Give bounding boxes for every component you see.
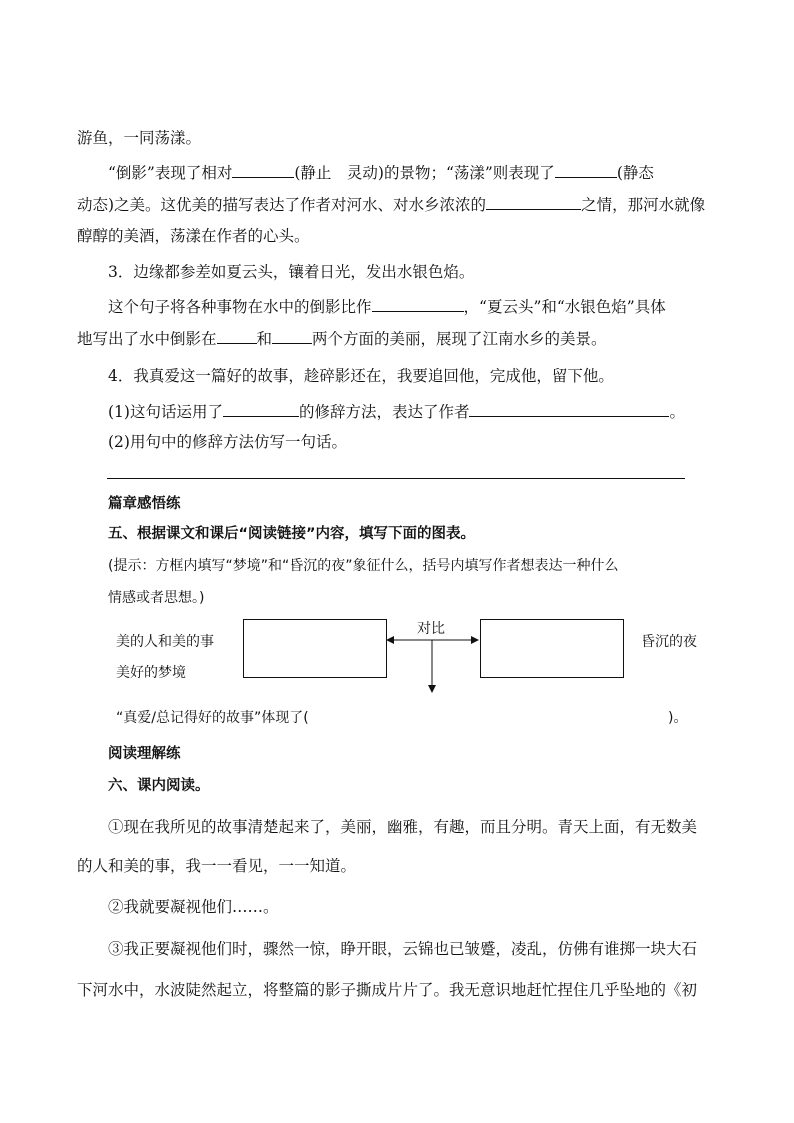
text: 动态)之美。这优美的描写表达了作者对河水、对水乡浓浓的 — [77, 196, 487, 214]
text: ，“夏云头”和“水银色焰”具体 — [463, 298, 666, 316]
reading-paragraph-line: 下河水中，水波陡然起立，将整篇的影子撕成片片了。我无意识地赶忙捏住几乎坠地的《初 — [77, 981, 698, 999]
section-six-title: 六、课内阅读。 — [108, 778, 210, 794]
diagram-left-label: 美好的梦境 — [116, 665, 186, 681]
section-heading: 篇章感悟练 — [108, 496, 181, 512]
text: 地写出了水中倒影在 — [77, 330, 217, 348]
embody-close: )。 — [668, 710, 688, 726]
text: 这个句子将各种事物在水中的倒影比作 — [108, 298, 372, 316]
text: “倒影”表现了相对 — [108, 164, 233, 182]
text: 。 — [669, 403, 685, 421]
text: (静止 灵动)的景物；“荡漾”则表现了 — [294, 164, 555, 182]
hint-line: (提示：方框内填写“梦境”和“昏沉的夜”象征什么，括号内填写作者想表达一种什么 — [108, 558, 619, 574]
text: 的修辞方法，表达了作者 — [298, 403, 470, 421]
paragraph-line: 醇醇的美酒，荡漾在作者的心头。 — [77, 227, 310, 245]
reading-paragraph-line: 的人和美的事，我一一看见，一一知道。 — [77, 857, 357, 875]
text: (1)这句话运用了 — [108, 403, 223, 421]
embody-line: “真爱/总记得好的故事”体现了( — [116, 710, 309, 726]
paragraph-line: 游鱼，一同荡漾。 — [77, 129, 202, 147]
reading-paragraph-line: ②我就要凝视他们……。 — [108, 898, 279, 916]
hint-line: 情感或者思想。) — [108, 590, 205, 606]
question-3: 3．边缘都参差如夏云头，镶着日光，发出水银色焰。 — [108, 263, 475, 281]
reading-paragraph-line: ①现在我所见的故事清楚起来了，美丽，幽雅，有趣，而且分明。青天上面，有无数美 — [108, 818, 698, 836]
text: 两个方面的美丽，展现了江南水乡的美景。 — [312, 330, 607, 348]
diagram-right-label: 昏沉的夜 — [641, 634, 697, 650]
section-five-title: 五、根据课文和课后“阅读链接”内容，填写下面的图表。 — [108, 526, 476, 542]
text: 之情，那河水就像 — [581, 196, 706, 214]
paragraph-line: (2)用句中的修辞方法仿写一句话。 — [108, 433, 347, 451]
diagram-contrast-label: 对比 — [417, 621, 445, 637]
question-4: 4．我真爱这一篇好的故事，趁碎影还在，我要追回他，完成他，留下他。 — [108, 367, 614, 385]
reading-paragraph-line: ③我正要凝视他们时，骤然一惊，睁开眼，云锦也已皱蹙，凌乱，仿佛有谁掷一块大石 — [108, 940, 698, 958]
text: 和 — [256, 330, 273, 348]
section-heading: 阅读理解练 — [108, 746, 181, 762]
text: (静态 — [616, 164, 654, 182]
diagram-left-label: 美的人和美的事 — [116, 634, 214, 650]
